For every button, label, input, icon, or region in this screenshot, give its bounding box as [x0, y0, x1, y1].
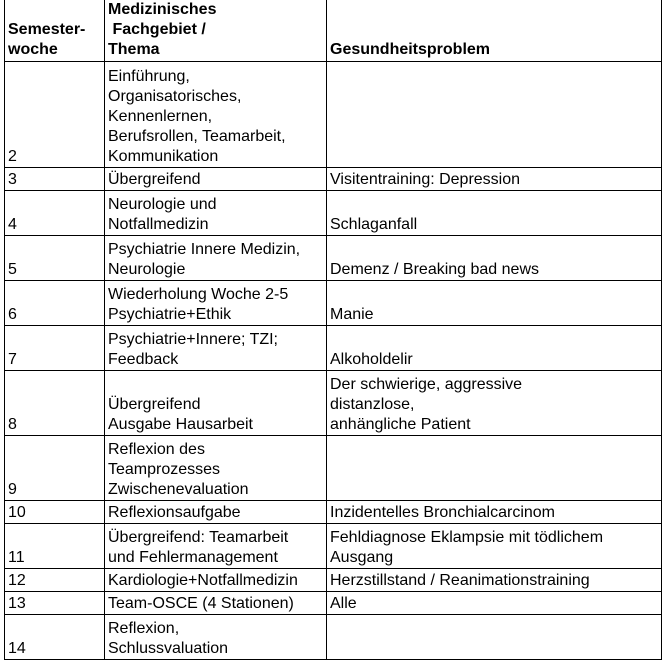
week-cell: 4	[5, 191, 105, 236]
table-row	[5, 62, 662, 168]
week-cell: 6	[5, 281, 105, 326]
topic-cell: Übergreifend	[105, 168, 327, 191]
problem-cell: Alkoholdelir	[327, 326, 662, 371]
week-cell: 3	[5, 168, 105, 191]
problem-cell: Inzidentelles Bronchialcarcinom	[327, 501, 662, 524]
problem-cell: Herzstillstand / Reanimationstraining	[327, 569, 662, 592]
week-cell: 12	[5, 569, 105, 592]
week-cell: 2	[5, 62, 105, 168]
table-row	[5, 371, 662, 436]
problem-cell: Alle	[327, 592, 662, 615]
topic-cell: Psychiatrie Innere Medizin, Neurologie	[105, 236, 327, 281]
problem-cell	[327, 62, 662, 168]
week-cell: 10	[5, 501, 105, 524]
problem-cell: Der schwierige, aggressive distanzlose, anhängliche Patient	[327, 371, 662, 436]
topic-cell: Reflexion des Teamprozesses Zwischenevaluation	[105, 436, 327, 501]
week-cell: 5	[5, 236, 105, 281]
schedule-table	[4, 0, 662, 660]
table-row	[5, 191, 662, 236]
week-cell: 11	[5, 524, 105, 569]
table-row	[5, 569, 662, 592]
table-row	[5, 281, 662, 326]
table-row	[5, 326, 662, 371]
week-cell: 14	[5, 615, 105, 660]
topic-cell: Übergreifend: Teamarbeit und Fehlermanagement	[105, 524, 327, 569]
table-row	[5, 236, 662, 281]
topic-cell: Reflexionsaufgabe	[105, 501, 327, 524]
problem-cell: Demenz / Breaking bad news	[327, 236, 662, 281]
table-row	[5, 501, 662, 524]
table-row	[5, 615, 662, 660]
topic-cell: Team-OSCE (4 Stationen)	[105, 592, 327, 615]
table-row	[5, 168, 662, 191]
topic-cell: Übergreifend Ausgabe Hausarbeit	[105, 371, 327, 436]
topic-cell: Psychiatrie+Innere; TZI; Feedback	[105, 326, 327, 371]
problem-cell	[327, 615, 662, 660]
problem-cell: Manie	[327, 281, 662, 326]
header-topic: Medizinisches Fachgebiet / Thema	[105, 0, 327, 62]
topic-cell: Neurologie und Notfallmedizin	[105, 191, 327, 236]
problem-cell	[327, 436, 662, 501]
problem-cell: Visitentraining: Depression	[327, 168, 662, 191]
table-row	[5, 436, 662, 501]
week-cell: 8	[5, 371, 105, 436]
problem-cell: Fehldiagnose Eklampsie mit tödlichem Ausgang	[327, 524, 662, 569]
table-row	[5, 524, 662, 569]
topic-cell: Wiederholung Woche 2-5 Psychiatrie+Ethik	[105, 281, 327, 326]
table-row	[5, 592, 662, 615]
topic-cell: Reflexion, Schlussvaluation	[105, 615, 327, 660]
topic-cell: Kardiologie+Notfallmedizin	[105, 569, 327, 592]
week-cell: 7	[5, 326, 105, 371]
header-week: Semester- woche	[5, 0, 105, 62]
week-cell: 9	[5, 436, 105, 501]
header-problem: Gesundheitsproblem	[327, 0, 662, 62]
week-cell: 13	[5, 592, 105, 615]
header-row	[5, 0, 662, 62]
topic-cell: Einführung, Organisatorisches, Kennenlernen, Berufsrollen, Teamarbeit, Kommunikation	[105, 62, 327, 168]
problem-cell: Schlaganfall	[327, 191, 662, 236]
